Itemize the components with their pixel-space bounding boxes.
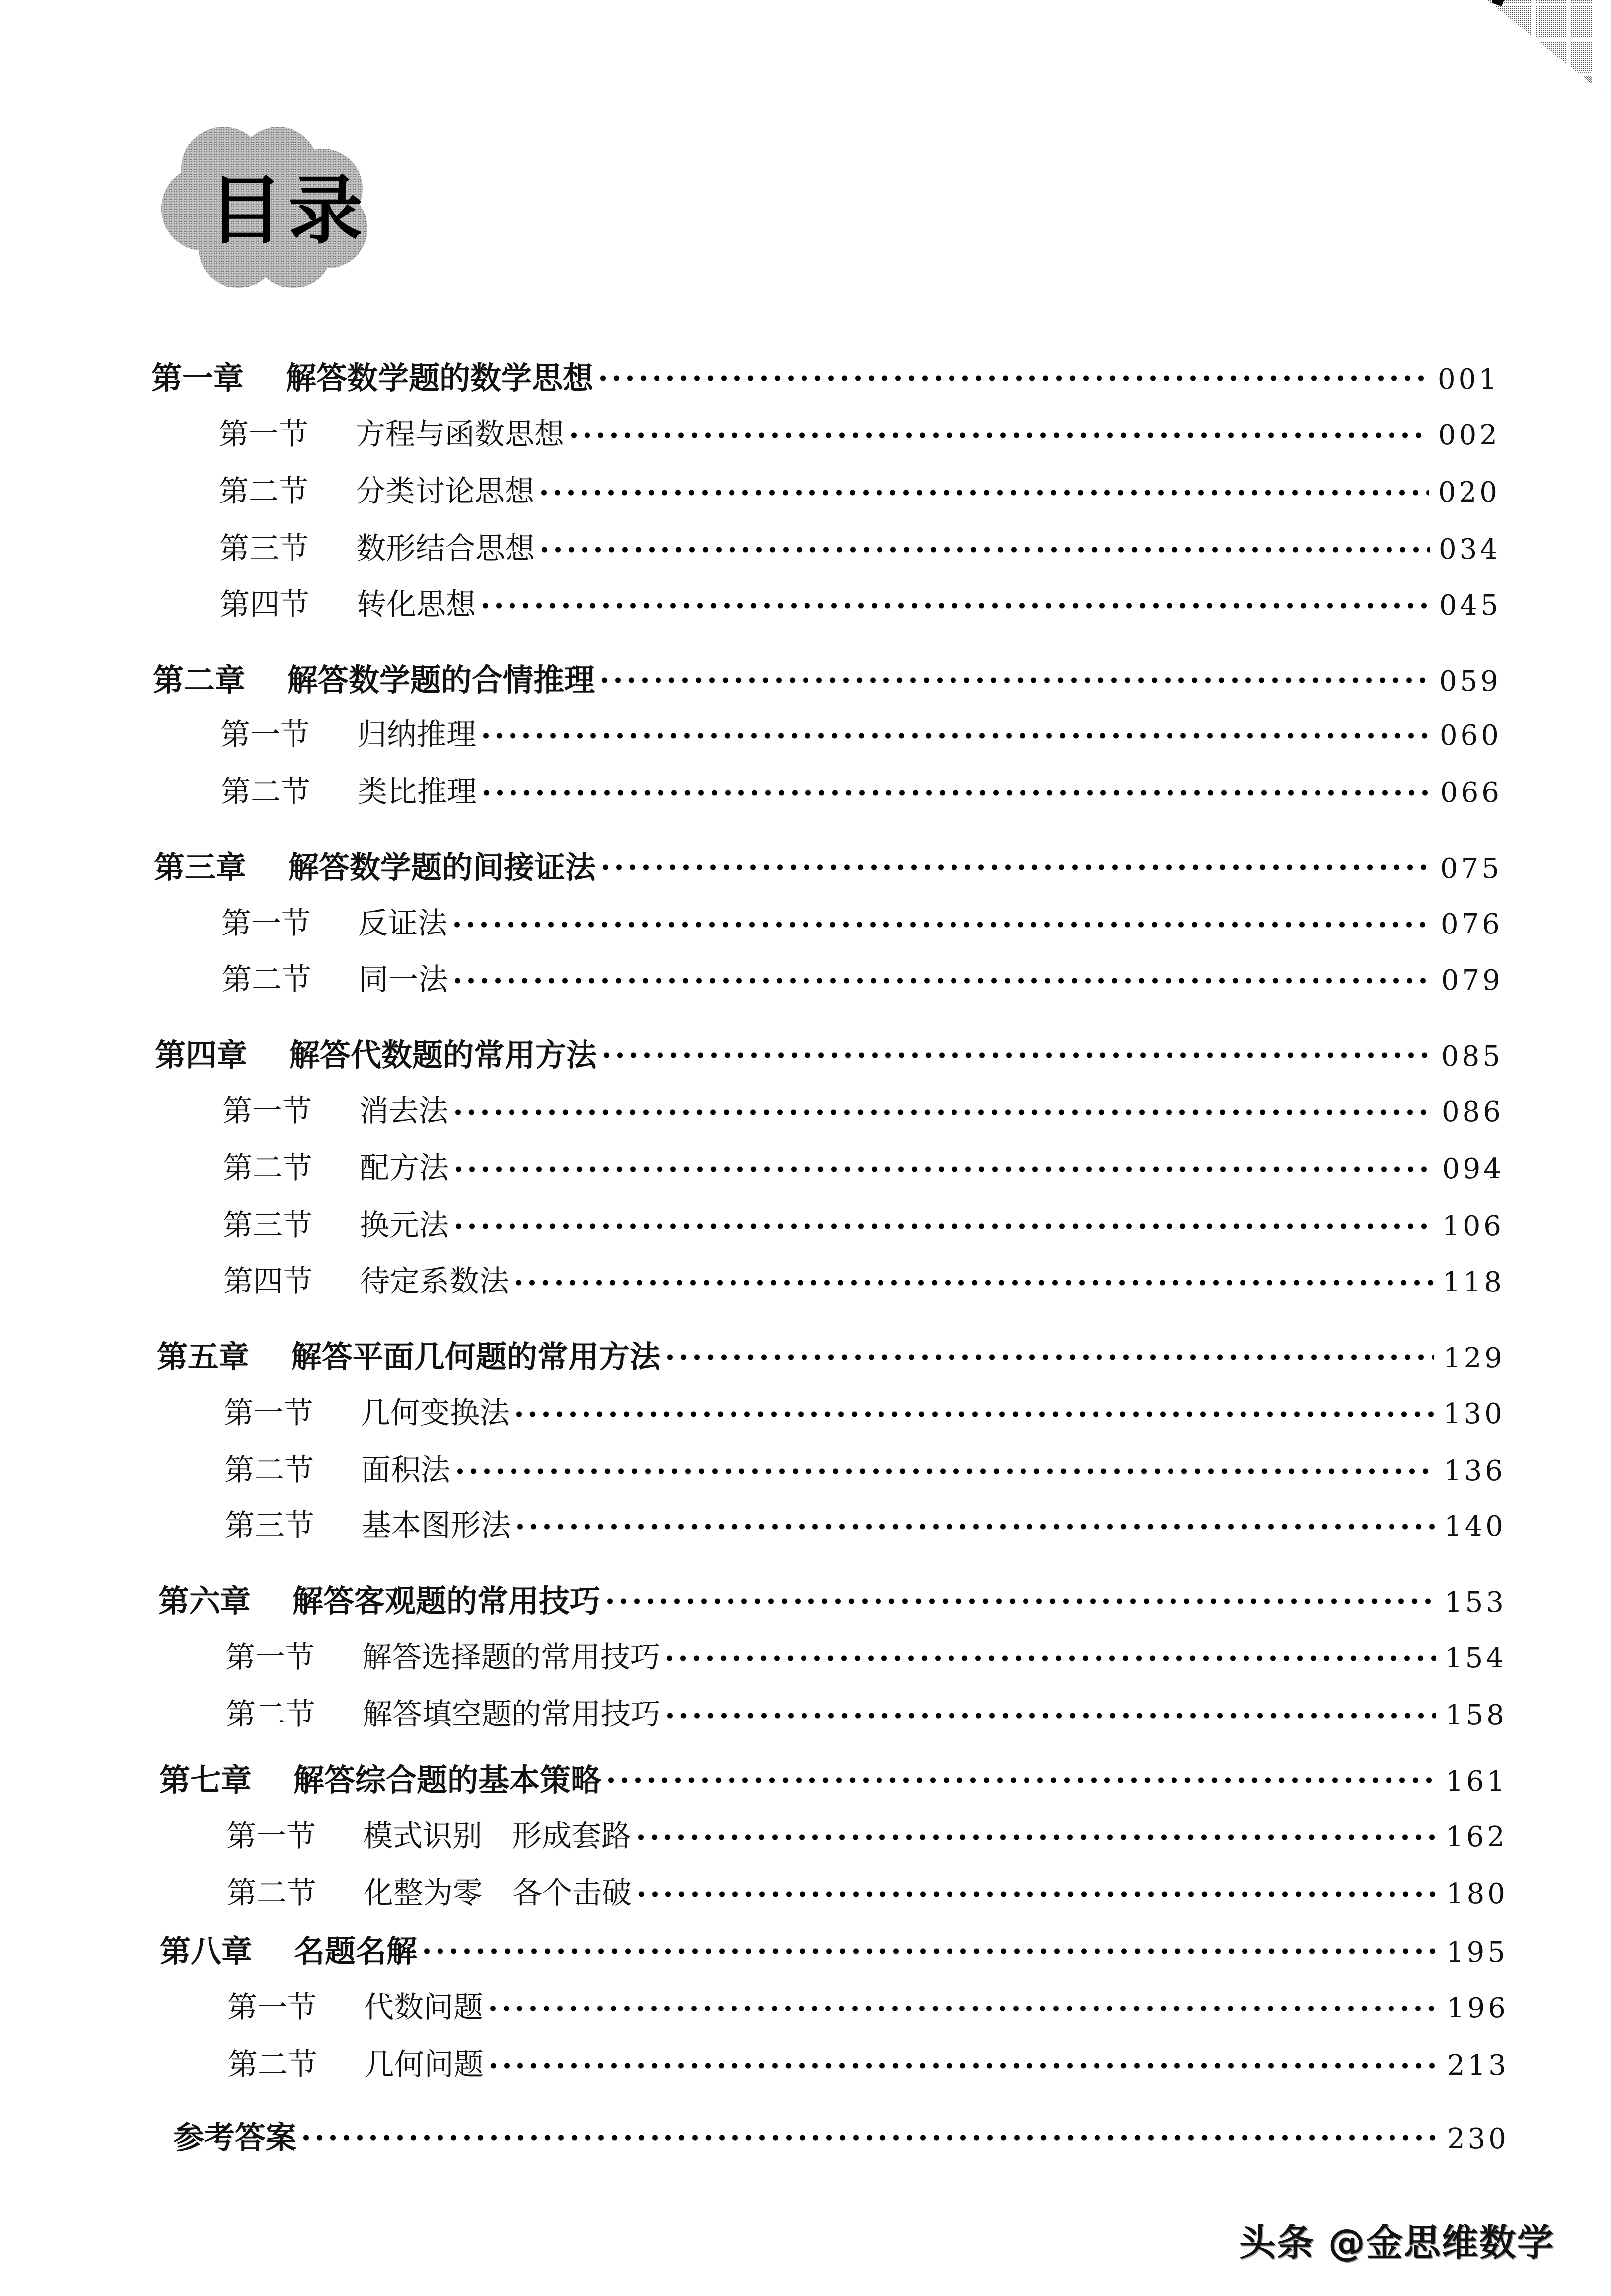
- toc-entry-label: 第一节: [221, 906, 311, 941]
- dot-leader: [537, 490, 1429, 496]
- dot-leader: [635, 1891, 1437, 1897]
- toc-entry-label: 第二章: [153, 662, 246, 698]
- dot-leader: [596, 375, 1429, 381]
- dot-leader: [538, 547, 1430, 553]
- toc-chapter-entry[interactable]: [155, 1030, 1511, 1073]
- dot-leader: [663, 1713, 1436, 1719]
- toc-section-entry[interactable]: [223, 1258, 1512, 1297]
- toc-entry-label: 第二节: [219, 474, 308, 509]
- toc-entry-title: 解答代数题的常用方法: [289, 1037, 597, 1073]
- title-badge: [149, 114, 387, 303]
- toc-page-number: 034: [1439, 533, 1501, 566]
- toc-page-number: 162: [1446, 1821, 1508, 1853]
- toc-entry-title: 参考答案: [173, 2119, 297, 2155]
- toc-entry-label: 第七章: [159, 1762, 252, 1798]
- toc-section-entry[interactable]: [223, 1145, 1512, 1184]
- toc-entry-title: 同一法: [359, 962, 448, 997]
- toc-entry-label: 第二节: [222, 962, 311, 997]
- toc-entry-title: 类比推理: [358, 775, 477, 809]
- toc-entry-label: 第二节: [227, 1876, 316, 1911]
- toc-entry-label: 第一章: [151, 360, 244, 396]
- dot-leader: [451, 978, 1432, 984]
- toc-chapter-entry[interactable]: [154, 843, 1510, 885]
- toc-page-number: 075: [1440, 853, 1502, 885]
- toc-entry-label: 第六章: [158, 1583, 251, 1619]
- dot-leader: [663, 1655, 1436, 1661]
- toc-entry-title: 反证法: [358, 906, 447, 941]
- toc-section-entry[interactable]: [220, 525, 1508, 565]
- toc-chapter-entry[interactable]: [160, 1927, 1516, 1969]
- toc-section-entry[interactable]: [226, 1812, 1515, 1852]
- toc-entry-label: 第一节: [224, 1396, 313, 1431]
- dot-leader: [512, 1280, 1434, 1286]
- toc-entry-label: 第二节: [221, 775, 310, 809]
- toc-entry-title: 化整为零 各个击破: [364, 1876, 632, 1911]
- toc-section-entry[interactable]: [221, 900, 1510, 939]
- toc-page-number: 154: [1445, 1642, 1507, 1674]
- dot-leader: [452, 1166, 1433, 1172]
- dot-leader: [451, 1109, 1433, 1115]
- toc-entry-title: 几何问题: [365, 2047, 484, 2082]
- dot-leader: [479, 733, 1431, 739]
- dot-leader: [603, 1598, 1436, 1604]
- toc-entry-label: 第一节: [220, 718, 310, 752]
- toc-entry-title: 解答选择题的常用技巧: [362, 1640, 660, 1675]
- toc-entry-label: 第四章: [155, 1037, 248, 1073]
- watermark: 头条 @金思维数学: [1239, 2222, 1555, 2264]
- dot-leader: [487, 2063, 1438, 2069]
- dot-leader: [634, 1834, 1437, 1840]
- toc-entry-title: 面积法: [361, 1453, 450, 1488]
- toc-page-number: 020: [1438, 476, 1500, 508]
- dot-leader: [567, 432, 1429, 438]
- toc-section-entry[interactable]: [224, 1389, 1513, 1429]
- toc-section-entry[interactable]: [227, 1984, 1516, 2023]
- toc-entry-label: 第四节: [220, 587, 309, 622]
- dot-leader: [452, 1223, 1433, 1229]
- toc-entry-title: 名题名解: [294, 1933, 418, 1969]
- toc-entry-label: 第二节: [224, 1453, 314, 1488]
- toc-entry-label: 第一节: [219, 417, 308, 452]
- toc-entry-title: 归纳推理: [357, 718, 476, 752]
- dot-leader: [600, 1052, 1432, 1058]
- toc-entry-title: 几何变换法: [361, 1396, 510, 1431]
- toc-chapter-entry[interactable]: [158, 1577, 1514, 1619]
- toc-section-entry[interactable]: [226, 1691, 1515, 1730]
- toc-page-number: 136: [1444, 1455, 1506, 1487]
- toc-chapter-entry[interactable]: [159, 1755, 1515, 1798]
- dot-leader: [420, 1948, 1437, 1954]
- toc-entry-title: 配方法: [360, 1151, 449, 1186]
- toc-page-number: 230: [1447, 2123, 1509, 2155]
- dot-leader: [486, 2006, 1438, 2011]
- toc-entry-label: 第一节: [222, 1094, 312, 1129]
- dot-leader: [599, 864, 1431, 870]
- toc-entry-label: 第三节: [225, 1508, 314, 1543]
- toc-section-entry[interactable]: [222, 1087, 1511, 1127]
- toc-section-entry[interactable]: [221, 768, 1510, 808]
- toc-entry-title: 代数问题: [364, 1990, 483, 2025]
- toc-entry-title: 消去法: [359, 1094, 448, 1129]
- toc-page-number: 180: [1446, 1878, 1508, 1910]
- toc-page-number: 129: [1443, 1342, 1505, 1374]
- toc-entry-label: 第二节: [226, 1697, 315, 1732]
- toc-entry-title: 分类讨论思想: [356, 474, 534, 509]
- toc-page-number: 001: [1438, 363, 1500, 396]
- toc-page-number: 158: [1445, 1699, 1507, 1731]
- toc-entry-title: 解答数学题的合情推理: [287, 662, 595, 698]
- dot-leader: [598, 677, 1430, 683]
- toc-page-number: 079: [1441, 964, 1503, 997]
- toc-entry-label: 第一节: [226, 1819, 316, 1854]
- decorative-corner-grid: [1462, 0, 1611, 99]
- toc-entry-title: 方程与函数思想: [356, 417, 564, 452]
- toc-entry-label: 第一节: [227, 1990, 317, 2025]
- toc-page-number: 153: [1445, 1586, 1507, 1619]
- toc-page-number: 130: [1443, 1398, 1505, 1430]
- toc-page-number: 106: [1442, 1210, 1504, 1242]
- toc-entry-label: 第四节: [223, 1264, 313, 1299]
- dot-leader: [480, 790, 1431, 796]
- toc-entry-label: 第三章: [154, 849, 247, 885]
- toc-entry-title: 解答数学题的间接证法: [288, 849, 596, 885]
- toc-section-entry[interactable]: [223, 1202, 1512, 1241]
- toc-page-number: 195: [1446, 1937, 1508, 1969]
- toc-entry-label: 第二节: [228, 2047, 317, 2082]
- toc-chapter-entry[interactable]: [151, 354, 1507, 396]
- toc-entry-title: 模式识别 形成套路: [363, 1819, 631, 1854]
- grid-pattern-icon: [1462, 0, 1611, 99]
- toc-section-entry[interactable]: [224, 1446, 1513, 1486]
- toc-page-number: 076: [1441, 908, 1503, 940]
- page-title: 目录: [209, 168, 368, 254]
- toc-page-number: 161: [1446, 1765, 1508, 1797]
- toc-entry-title: 基本图形法: [362, 1508, 511, 1543]
- toc-page-number: 045: [1439, 589, 1501, 622]
- toc-section-entry[interactable]: [228, 2041, 1517, 2081]
- toc-section-entry[interactable]: [219, 411, 1508, 450]
- dot-leader: [450, 922, 1432, 928]
- toc-entry-title: 待定系数法: [360, 1264, 509, 1299]
- toc-entry-title: 解答数学题的数学思想: [286, 360, 594, 396]
- toc-entry-title: 解答综合题的基本策略: [293, 1762, 602, 1798]
- dot-leader: [663, 1354, 1434, 1360]
- toc-answers-entry[interactable]: [173, 2113, 1517, 2155]
- dot-leader: [604, 1777, 1437, 1783]
- toc-entry-label: 第一节: [225, 1640, 315, 1675]
- toc-page-number: 140: [1444, 1510, 1506, 1543]
- toc-entry-label: 第二节: [223, 1151, 312, 1186]
- dot-leader: [513, 1411, 1434, 1417]
- toc-section-entry[interactable]: [219, 468, 1508, 507]
- toc-entry-label: 第三节: [223, 1208, 312, 1243]
- toc-page-number: 060: [1440, 719, 1502, 752]
- dot-leader: [299, 2135, 1438, 2141]
- toc-page-number: 094: [1442, 1153, 1504, 1185]
- toc-section-entry[interactable]: [225, 1502, 1514, 1542]
- toc-entry-title: 解答平面几何题的常用方法: [291, 1339, 661, 1375]
- toc-page-number: 086: [1442, 1096, 1504, 1128]
- toc-page-number: 118: [1443, 1266, 1505, 1298]
- toc-page-number: 196: [1447, 1992, 1509, 2024]
- toc-page-number: 213: [1447, 2049, 1509, 2081]
- dot-leader: [453, 1468, 1435, 1474]
- toc-entry-title: 转化思想: [357, 587, 476, 622]
- toc-entry-title: 数形结合思想: [356, 531, 535, 566]
- toc-entry-label: 第八章: [160, 1933, 253, 1969]
- toc-entry-label: 第五章: [157, 1339, 250, 1375]
- dot-leader: [479, 603, 1430, 609]
- toc-chapter-entry[interactable]: [157, 1332, 1513, 1375]
- toc-page-number: 059: [1439, 665, 1501, 698]
- toc-section-entry[interactable]: [227, 1869, 1516, 1909]
- toc-entry-title: 解答客观题的常用技巧: [293, 1583, 601, 1619]
- toc-page-number: 066: [1440, 777, 1502, 809]
- dot-leader: [513, 1524, 1435, 1530]
- toc-section-entry[interactable]: [220, 711, 1509, 751]
- toc-section-entry[interactable]: [220, 581, 1509, 621]
- toc-page-number: 002: [1438, 419, 1500, 451]
- toc-section-entry[interactable]: [222, 956, 1511, 996]
- toc-entry-title: 换元法: [360, 1208, 449, 1243]
- toc-chapter-entry[interactable]: [153, 655, 1509, 698]
- toc-entry-title: 解答填空题的常用技巧: [363, 1697, 660, 1732]
- toc-entry-label: 第三节: [220, 531, 309, 566]
- toc-section-entry[interactable]: [225, 1634, 1514, 1673]
- toc-page-number: 085: [1441, 1040, 1503, 1073]
